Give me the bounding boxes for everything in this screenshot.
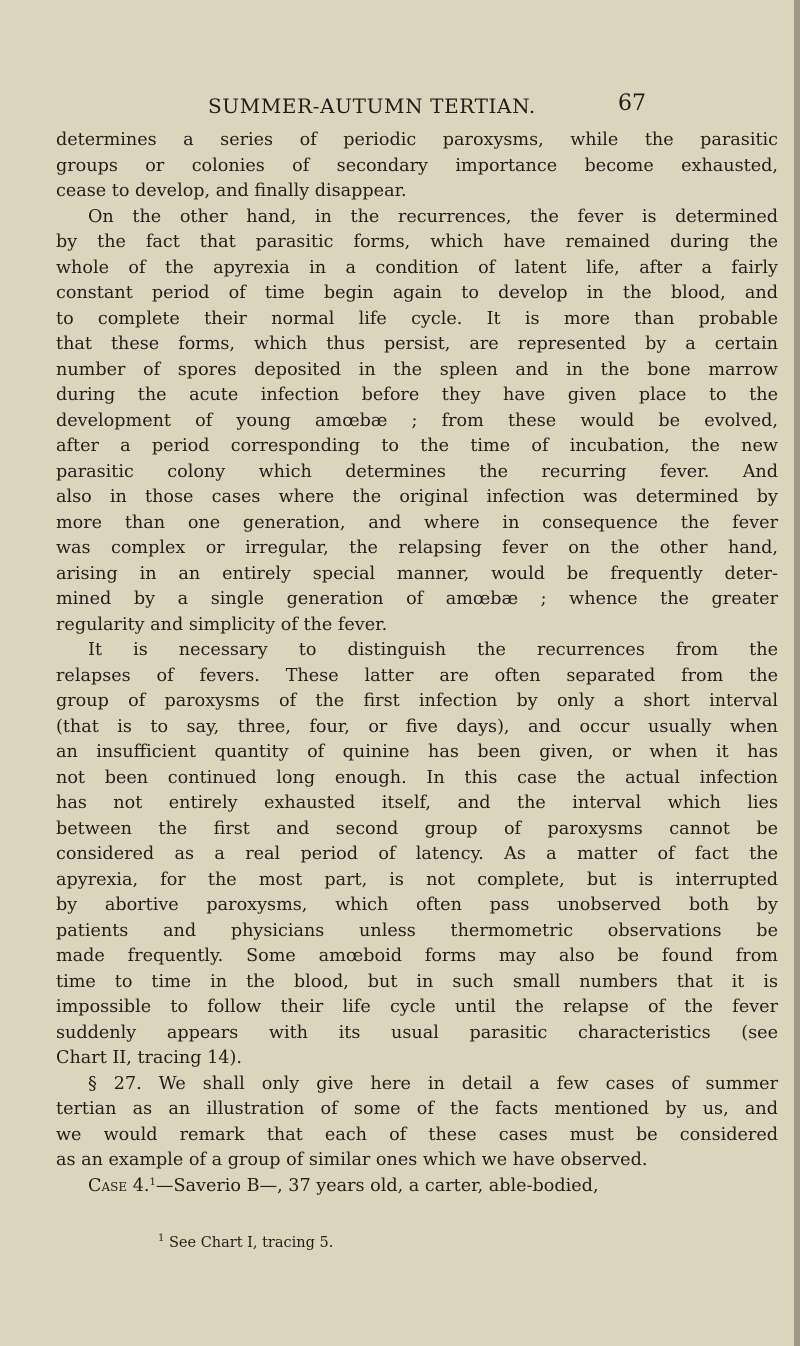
text-line: determines a series of periodic paroxysms, while the parasitic — [56, 130, 778, 150]
text-line: arising in an entirely special manner, would be frequently deter- — [56, 563, 778, 584]
body-text — [56, 128, 778, 1199]
text-line: more than one generation, and where in consequence the fever — [56, 512, 778, 533]
text-line: On the other hand, in the recurrences, the fever is determined — [88, 206, 778, 227]
text-line: patients and physicians unless thermometric observations be — [56, 920, 778, 941]
text-line: development of young amœbæ ; from these would be evolved, — [56, 410, 778, 431]
text-line: also in those cases where the original infection was determined by — [56, 487, 778, 507]
text-line: regularity and simplicity of the fever. — [56, 614, 388, 635]
text-line: tertian as an illustration of some of the facts mentioned by us, and — [56, 1099, 778, 1119]
footnote-marker: 1 — [158, 1233, 165, 1244]
text-line: mined by a single generation of amœbæ ; whence the greater — [56, 589, 778, 609]
text-line: cease to develop, and finally disappear. — [56, 181, 407, 201]
footnote-text: See Chart I, tracing 5. — [168, 1235, 334, 1251]
text-line: (that is to say, three, four, or five days), and occur usually when — [56, 716, 778, 737]
page-number: 67 — [618, 91, 646, 116]
footnote — [158, 1235, 333, 1251]
text-line: impossible to follow their life cycle until the relapse of the fever — [56, 997, 778, 1017]
text-line: we would remark that each of these cases must be considered — [56, 1124, 778, 1145]
text-line: Chart II, tracing 14). — [56, 1048, 242, 1068]
text-line: between the first and second group of paroxysms cannot be — [56, 818, 778, 839]
running-head: SUMMER-AUTUMN TERTIAN. — [208, 94, 536, 118]
text-line: whole of the apyrexia in a condition of latent life, after a fairly — [56, 257, 778, 278]
case-heading: Case 4. — [88, 1175, 150, 1196]
text-line: not been continued long enough. In this case the actual infection — [56, 767, 778, 788]
text-line: considered as a real period of latency. As a matter of fact the — [56, 844, 778, 864]
text-line: that these forms, which thus persist, are represented by a certain — [56, 334, 778, 354]
text-line: an insufficient quantity of quinine has been given, or when it has — [56, 742, 778, 762]
text-line: group of paroxysms of the first infection by only a short interval — [56, 691, 778, 711]
page-header — [56, 88, 778, 122]
text-line: parasitic colony which determines the recurring fever. And — [56, 461, 778, 482]
text-line: by abortive paroxysms, which often pass unobserved both by — [56, 895, 778, 915]
text-line: was complex or irregular, the relapsing fever on the other hand, — [56, 538, 778, 558]
text-line: groups or colonies of secondary importance become exhausted, — [56, 155, 778, 176]
text-line: relapses of fevers. These latter are often separated from the — [56, 665, 778, 686]
case-text: —Saverio B—, 37 years old, a carter, able-bodied, — [155, 1175, 599, 1196]
text-line: by the fact that parasitic forms, which have remained during the — [56, 232, 778, 252]
text-line: § 27. We shall only give here in detail a few cases of summer — [88, 1073, 778, 1094]
text-line: as an example of a group of similar ones which we have observed. — [56, 1150, 648, 1170]
text-line: has not entirely exhausted itself, and the interval which lies — [56, 793, 778, 813]
text-line: to complete their normal life cycle. It is more than probable — [56, 308, 778, 329]
text-line: after a period corresponding to the time of incubation, the new — [56, 436, 778, 456]
case-line — [56, 1174, 778, 1200]
text-line: It is necessary to distinguish the recurrences from the — [88, 640, 778, 660]
text-line: number of spores deposited in the spleen and in the bone marrow — [56, 359, 778, 380]
text-line: suddenly appears with its usual parasitic characteristics (see — [56, 1022, 778, 1043]
text-line: during the acute infection before they have given place to the — [56, 385, 778, 405]
text-line: apyrexia, for the most part, is not complete, but is interrupted — [56, 869, 778, 890]
text-line: constant period of time begin again to develop in the blood, and — [56, 283, 778, 303]
text-line: time to time in the blood, but in such small numbers that it is — [56, 971, 778, 992]
footnote-reference: 1 — [149, 1176, 156, 1188]
text-line: made frequently. Some amœboid forms may also be found from — [56, 946, 778, 966]
page-edge — [794, 0, 800, 1346]
